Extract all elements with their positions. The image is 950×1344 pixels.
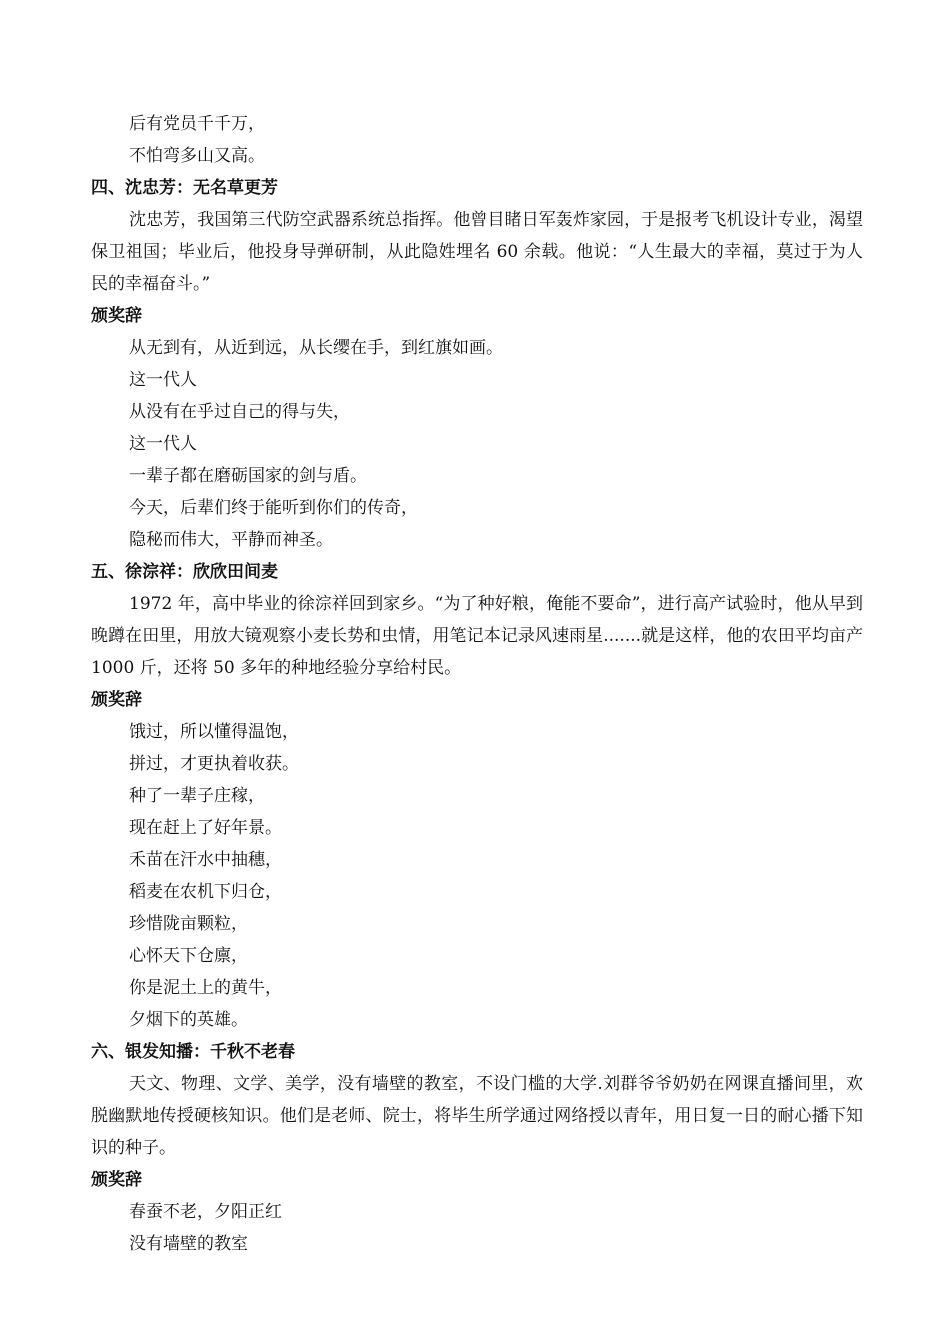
text-line: 不怕弯多山又高。 xyxy=(129,146,265,166)
award-line: 一辈子都在磨砺国家的剑与盾。 xyxy=(129,466,367,486)
award-line: 心怀天下仓廪， xyxy=(129,946,248,966)
award-line: 珍惜陇亩颗粒， xyxy=(129,914,248,934)
document-content xyxy=(91,108,863,1260)
section-heading: 五、徐淙祥：欣欣田间麦 xyxy=(91,562,278,582)
text-line: 后有党员千千万， xyxy=(129,114,265,134)
award-line: 隐秘而伟大，平静而神圣。 xyxy=(129,530,333,550)
award-line: 从无到有，从近到远，从长缨在手，到红旗如画。 xyxy=(129,338,503,358)
award-line: 拼过，才更执着收获。 xyxy=(129,754,299,774)
section-body: 1972 年，高中毕业的徐淙祥回到家乡。“为了种好粮，俺能不要命”，进行高产试验时，他从早到晚蹲在田里，用放大镜观察小麦长势和虫情，用笔记本记录风速雨星.......就是这样，他的农田平均亩产 1000 斤，还将 50 多年的种地经验分享给村民。 xyxy=(91,594,863,678)
award-line: 种了一辈子庄稼， xyxy=(129,786,265,806)
award-line: 夕烟下的英雄。 xyxy=(129,1010,248,1030)
award-line: 你是泥土上的黄牛， xyxy=(129,978,282,998)
section-body: 沈忠芳，我国第三代防空武器系统总指挥。他曾目睹日军轰炸家园，于是报考飞机设计专业，渴望保卫祖国；毕业后，他投身导弹研制，从此隐姓埋名 60 余载。他说：“人生最大的幸福，莫过于为人民的幸福奋斗。” xyxy=(91,210,863,294)
section-heading: 四、沈忠芳：无名草更芳 xyxy=(91,178,278,198)
section-body: 天文、物理、文学、美学，没有墙壁的教室，不设门槛的大学.刘群爷爷奶奶在网课直播间里，欢脱幽默地传授硬核知识。他们是老师、院士，将毕生所学通过网络授以青年，用日复一日的耐心播下知识的种子。 xyxy=(91,1074,863,1158)
award-line: 饿过，所以懂得温饱， xyxy=(129,722,299,742)
award-line: 从没有在乎过自己的得与失， xyxy=(129,402,350,422)
award-line: 稻麦在农机下归仓， xyxy=(129,882,282,902)
award-line: 没有墙壁的教室 xyxy=(129,1234,248,1254)
award-label: 颁奖辞 xyxy=(91,1170,142,1190)
award-line: 禾苗在汗水中抽穗， xyxy=(129,850,282,870)
award-line: 今天，后辈们终于能听到你们的传奇， xyxy=(129,498,418,518)
award-line: 这一代人 xyxy=(129,434,197,454)
award-line: 这一代人 xyxy=(129,370,197,390)
award-label: 颁奖辞 xyxy=(91,690,142,710)
award-line: 现在赶上了好年景。 xyxy=(129,818,282,838)
award-line: 春蚕不老，夕阳正红 xyxy=(129,1202,282,1222)
award-label: 颁奖辞 xyxy=(91,306,142,326)
section-heading: 六、银发知播：千秋不老春 xyxy=(91,1042,295,1062)
